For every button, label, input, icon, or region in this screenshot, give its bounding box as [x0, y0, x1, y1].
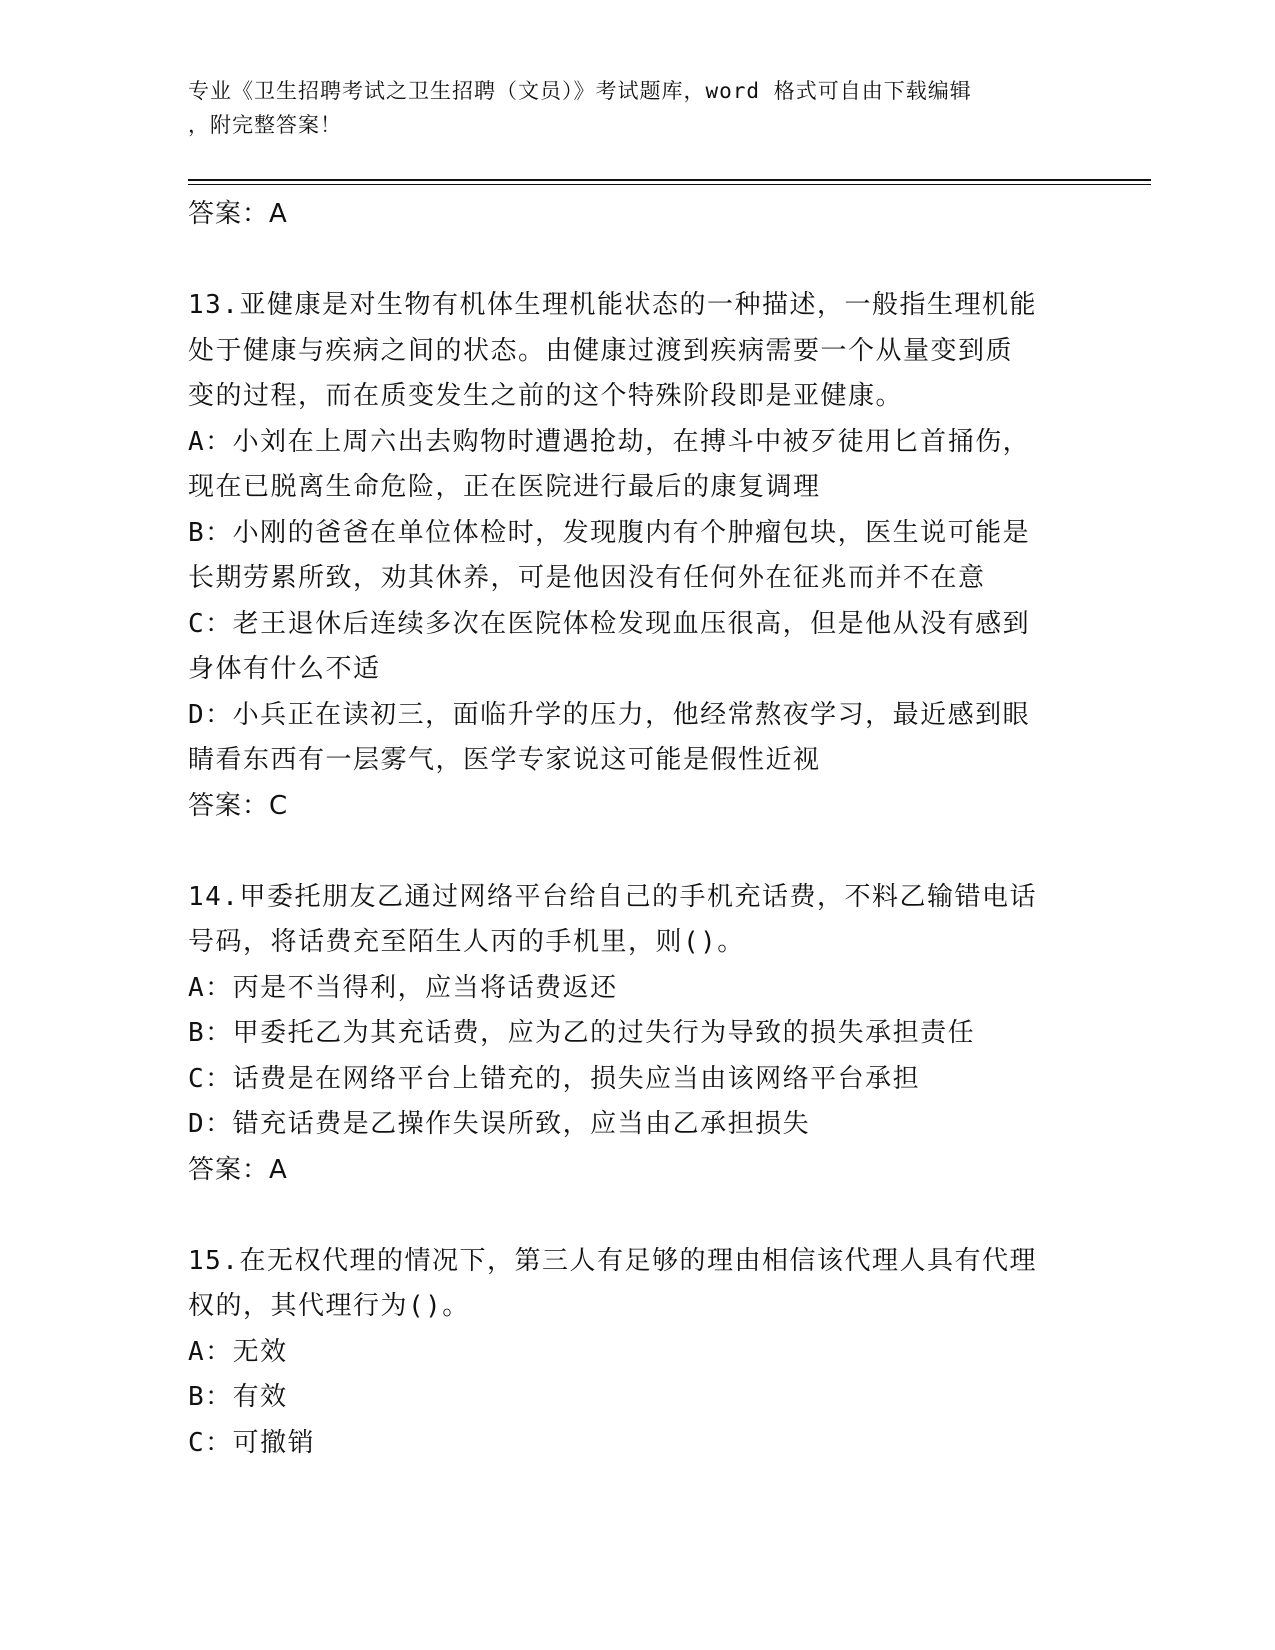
answer-14: 答案：A [188, 1154, 288, 1185]
question-stem-line: 处于健康与疾病之间的状态。由健康过渡到疾病需要一个从量变到质 [188, 335, 1014, 366]
option-line: D：错充话费是乙操作失误所致，应当由乙承担损失 [188, 1109, 811, 1139]
question-15 [188, 1239, 1088, 1467]
document-body [188, 192, 1088, 1466]
option-line: 现在已脱离生命危险，正在医院进行最后的康复调理 [188, 472, 821, 502]
question-14 [188, 875, 1088, 1194]
question-stem-line: 号码，将话费充至陌生人丙的手机里，则()。 [188, 927, 745, 957]
option-line: 身体有什么不适 [188, 654, 381, 684]
option-line: A：丙是不当得利，应当将话费返还 [188, 972, 618, 1003]
option-line: A：小刘在上周六出去购物时遭遇抢劫，在搏斗中被歹徒用匕首捅伤， [188, 426, 1031, 457]
option-line: C：话费是在网络平台上错充的，损失应当由该网络平台承担 [188, 1063, 921, 1094]
option-line: 长期劳累所致，劝其休养，可是他因没有任何外在征兆而并不在意 [188, 563, 986, 593]
answer-top: 答案：A [188, 199, 288, 229]
question-stem-line: 权的，其代理行为()。 [188, 1291, 470, 1321]
question-stem-line: 14.甲委托朋友乙通过网络平台给自己的手机充话费，不料乙输错电话 [188, 881, 1037, 912]
answer-13: 答案：C [188, 790, 289, 821]
option-line: D：小兵正在读初三，面临升学的压力，他经常熬夜学习，最近感到眼 [188, 699, 1031, 730]
option-line: B：甲委托乙为其充话费，应为乙的过失行为导致的损失承担责任 [188, 1018, 976, 1048]
header-rule-thin [188, 184, 1151, 185]
spacer [188, 238, 1088, 284]
option-line: C：可撤销 [188, 1427, 316, 1458]
header-line-1: 专业《卫生招聘考试之卫生招聘（文员）》考试题库，word 格式可自由下载编辑 [188, 79, 972, 103]
question-stem-line: 变的过程，而在质变发生之前的这个特殊阶段即是亚健康。 [188, 381, 904, 411]
header-line-2: ，附完整答案！ [188, 113, 342, 137]
option-line: C：老王退休后连续多次在医院体检发现血压很高，但是他从没有感到 [188, 608, 1031, 639]
question-stem-line: 13.亚健康是对生物有机体生理机能状态的一种描述，一般指生理机能 [188, 290, 1037, 320]
option-line: A：无效 [188, 1336, 288, 1367]
option-line: B：小刚的爸爸在单位体检时，发现腹内有个肿瘤包块，医生说可能是 [188, 517, 1031, 548]
option-line: 睛看东西有一层雾气，医学专家说这可能是假性近视 [188, 745, 821, 775]
spacer [188, 1193, 1088, 1239]
question-stem-line: 15.在无权代理的情况下，第三人有足够的理由相信该代理人具有代理 [188, 1245, 1037, 1276]
header-rule-thick [188, 179, 1151, 181]
spacer [188, 829, 1088, 875]
document-header [188, 74, 1068, 142]
question-13 [188, 283, 1088, 829]
option-line: B：有效 [188, 1382, 288, 1412]
